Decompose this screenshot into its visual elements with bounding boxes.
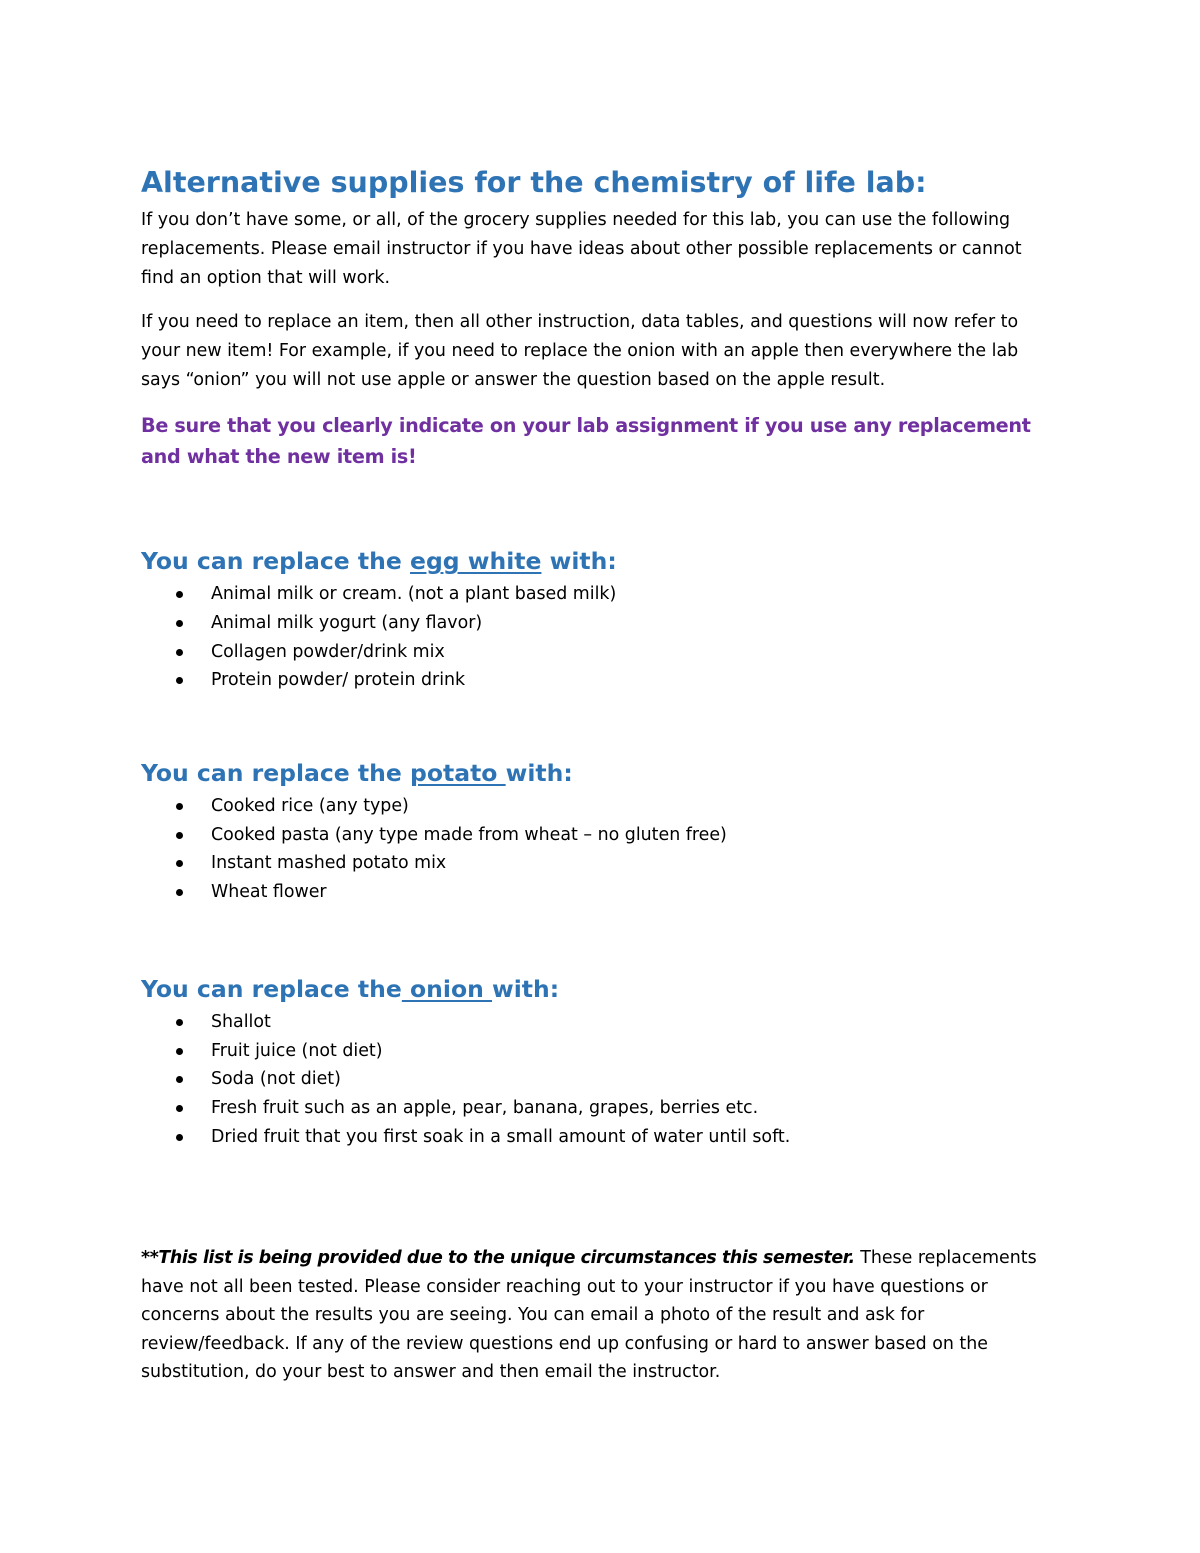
list-item-text: Wheat flower bbox=[211, 882, 327, 903]
intro-paragraph-1: If you don’t have some, or all, of the grocery supplies needed for this lab, you can use the following replacements. Please email instructor if you have ideas about other possible replacements or cannot find an option that will work. bbox=[141, 210, 1022, 289]
list-item-text: Cooked pasta (any type made from wheat – no gluten free) bbox=[211, 824, 727, 845]
bullet-icon bbox=[176, 1048, 183, 1055]
list-item bbox=[141, 609, 1056, 638]
bullet-icon bbox=[176, 1019, 183, 1026]
list-item bbox=[141, 849, 1056, 878]
replacement-list-potato bbox=[141, 792, 1056, 907]
list-item-text: Soda (not diet) bbox=[211, 1069, 341, 1090]
list-item-text: Animal milk yogurt (any flavor) bbox=[211, 612, 483, 633]
list-item bbox=[141, 1065, 1056, 1094]
page-title: Alternative supplies for the chemistry of life lab: bbox=[141, 166, 927, 199]
list-item bbox=[141, 1094, 1056, 1123]
list-item-text: Protein powder/ protein drink bbox=[211, 670, 466, 691]
section-heading-keyword: onion bbox=[401, 974, 493, 1003]
section-heading-onion bbox=[141, 970, 1056, 1008]
disclaimer-lead: **This list is being provided due to the unique circumstances this semester. bbox=[141, 1248, 855, 1269]
section-heading-prefix: You can replace the bbox=[141, 547, 411, 576]
bullet-icon bbox=[176, 803, 183, 810]
intro-paragraph-2: If you need to replace an item, then all other instruction, data tables, and questions will now refer to your new item! For example, if you need to replace the onion with an apple then everywhere the lab says “onion” you will not use apple or answer the question based on the apple result. bbox=[141, 311, 1019, 391]
section-onion bbox=[141, 970, 1056, 1152]
list-item-text: Cooked rice (any type) bbox=[211, 796, 409, 817]
bullet-icon bbox=[176, 591, 183, 598]
section-heading-potato bbox=[141, 754, 1056, 792]
list-item bbox=[141, 638, 1056, 667]
disclaimer-note bbox=[141, 1244, 1056, 1387]
list-item bbox=[141, 792, 1056, 821]
list-item bbox=[141, 666, 1056, 695]
bullet-icon bbox=[176, 1076, 183, 1083]
list-item bbox=[141, 1037, 1056, 1066]
list-item bbox=[141, 1123, 1056, 1152]
section-heading-suffix: with: bbox=[505, 759, 573, 788]
list-item-text: Animal milk or cream. (not a plant based milk) bbox=[211, 584, 617, 605]
bullet-icon bbox=[176, 677, 183, 684]
section-heading-prefix: You can replace the bbox=[141, 759, 411, 788]
section-egg-white bbox=[141, 542, 1056, 695]
list-item bbox=[141, 580, 1056, 609]
bullet-icon bbox=[176, 889, 183, 896]
list-item-text: Dried fruit that you first soak in a small amount of water until soft. bbox=[211, 1126, 791, 1147]
replacement-list-egg-white bbox=[141, 580, 1056, 695]
replacement-list-onion bbox=[141, 1008, 1056, 1152]
section-heading-egg-white bbox=[141, 542, 1056, 580]
list-item-text: Fresh fruit such as an apple, pear, banana, grapes, berries etc. bbox=[211, 1097, 759, 1118]
bullet-icon bbox=[176, 860, 183, 867]
section-heading-keyword: potato bbox=[410, 759, 506, 788]
section-heading-suffix: with: bbox=[541, 547, 617, 576]
bullet-icon bbox=[176, 1105, 183, 1112]
bullet-icon bbox=[176, 832, 183, 839]
list-item-text: Collagen powder/drink mix bbox=[211, 641, 445, 662]
list-item-text: Shallot bbox=[211, 1011, 271, 1032]
section-heading-prefix: You can replace the bbox=[141, 974, 402, 1003]
bullet-icon bbox=[176, 1134, 183, 1141]
list-item-text: Instant mashed potato mix bbox=[211, 853, 447, 874]
bullet-icon bbox=[176, 649, 183, 656]
document-page bbox=[141, 160, 1056, 1387]
disclaimer-body: These replacements have not all been tested. Please consider reaching out to your instructor if you have questions or concerns about the results you are seeing. You can email a photo of the result and ask for review/feedback. If any of the review questions end up confusing or hard to answer based on the substitution, do your best to answer and then email the instructor. bbox=[141, 1248, 1037, 1383]
list-item bbox=[141, 821, 1056, 850]
emphasis-notice: Be sure that you clearly indicate on your lab assignment if you use any replacement and what the new item is! bbox=[141, 414, 1031, 469]
section-heading-keyword: egg white bbox=[410, 547, 542, 576]
bullet-icon bbox=[176, 620, 183, 627]
section-heading-suffix: with: bbox=[492, 974, 560, 1003]
list-item-text: Fruit juice (not diet) bbox=[211, 1040, 383, 1061]
list-item bbox=[141, 1008, 1056, 1037]
section-potato bbox=[141, 754, 1056, 907]
list-item bbox=[141, 878, 1056, 907]
